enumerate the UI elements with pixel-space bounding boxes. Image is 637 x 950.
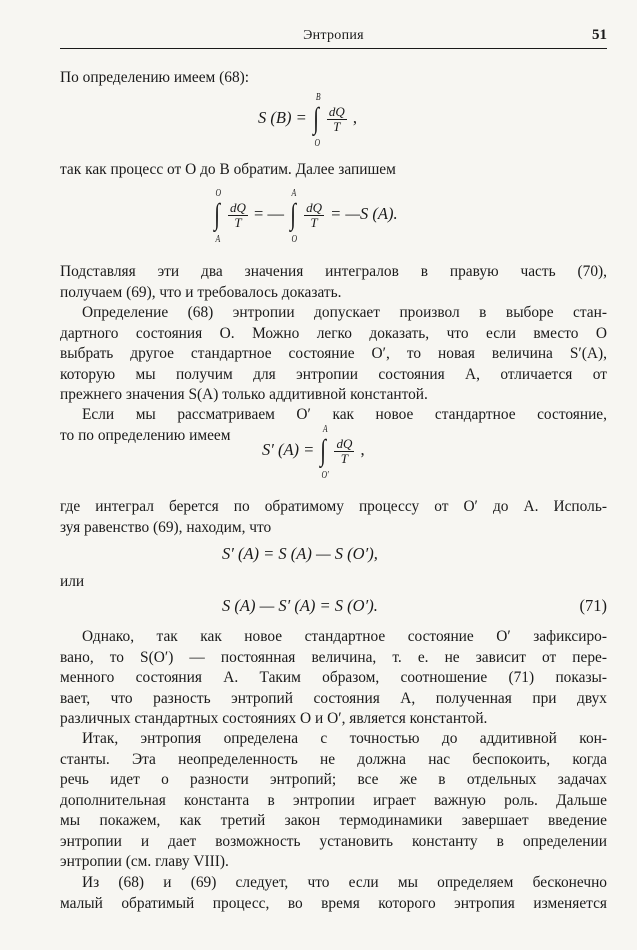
page-number: 51 xyxy=(592,27,607,43)
paragraph-line: дополнительная константа в энтропии играет важную роль. Дальше xyxy=(60,791,607,809)
paragraph-line: менного состояния A. Таким образом, соотношение (71) показы- xyxy=(60,669,607,686)
paragraph-line: речь идет о разности энтропий; все же в отдельных задачах xyxy=(60,771,607,788)
paragraph-line: которую мы получим для энтропии состояния A, отличается от xyxy=(60,365,607,383)
paragraph-line: выбрать другое стандартное состояние O′, то новая величина S′(A), xyxy=(60,345,607,362)
fraction-dq-t xyxy=(228,201,248,230)
paragraph-3 xyxy=(60,262,607,303)
formula-tail: , xyxy=(356,439,365,459)
integral-upper-limit: A xyxy=(323,423,329,435)
paragraph-line: мы покажем, как третий закон термодинамики завершает введение xyxy=(60,812,607,829)
integral-sign: ∫ A O xyxy=(290,187,298,245)
paragraph-line: энтропии и дает возможность установить константу в определении xyxy=(60,832,607,850)
paragraph-line: прежнего значения S(A) только аддитивной константой. xyxy=(60,386,428,403)
formula-lhs: S (B) = xyxy=(258,107,311,127)
formula-operator: = — xyxy=(249,203,289,223)
integral-lower-limit: O′ xyxy=(321,469,330,481)
paragraph-line: Подставляя эти два значения интегралов в правую часть (70), xyxy=(60,263,607,280)
fraction-dq-t xyxy=(334,437,354,466)
paragraph-1 xyxy=(60,68,607,89)
integral-sign: ∫ B O xyxy=(312,91,321,149)
paragraph-4 xyxy=(60,303,607,406)
paragraph-line: так как процесс от O до B обратим. Далее запишем xyxy=(60,161,396,178)
paragraph-10 xyxy=(60,873,607,914)
integral-upper-limit: A xyxy=(291,187,297,199)
paragraph-9 xyxy=(60,729,607,873)
formula-relation xyxy=(222,544,378,564)
paragraph-line: получаем (69), что и требовалось доказать. xyxy=(60,283,342,301)
running-head xyxy=(60,26,607,49)
paragraph-line: Если мы рассматриваем O′ как новое стандартное состояние, xyxy=(82,406,607,423)
fraction-dq-t xyxy=(327,105,347,134)
paragraph-8 xyxy=(60,627,607,730)
integral-lower-limit: O xyxy=(314,137,320,149)
formula-text: S′ (A) = S (A) — S (O′), xyxy=(222,544,378,563)
paragraph-line: Однако, так как новое стандартное состояние O′ зафиксиро- xyxy=(82,628,607,645)
fraction-numerator: dQ xyxy=(336,435,353,451)
fraction-dq-t xyxy=(304,201,324,230)
integral-lower-limit: A xyxy=(215,233,221,245)
paragraph-line: Определение (68) энтропии допускает произвол в выборе стан- xyxy=(82,304,607,321)
formula-integral-identity xyxy=(212,187,398,245)
fraction-numerator: dQ xyxy=(306,199,322,215)
paragraph-line: Из (68) и (69) следует, что если мы определяем бесконечно xyxy=(82,874,607,891)
formula-entropy-prime xyxy=(262,423,365,481)
integral-upper-limit: B xyxy=(315,91,321,103)
fraction-denominator: T xyxy=(310,214,318,230)
paragraph-line: где интеграл берется по обратимому процессу от O′ до A. Исполь- xyxy=(60,498,607,515)
paragraph-line: станты. Эта неопределенность не должна нас беспокоить, когда xyxy=(60,750,607,768)
integral-sign: ∫ O A xyxy=(214,187,222,245)
paragraph-line: Итак, энтропия определена с точностью до аддитивной кон- xyxy=(82,730,607,747)
formula-text: S (A) — S′ (A) = S (O′). xyxy=(222,596,378,615)
paragraph-line: или xyxy=(60,573,85,590)
fraction-denominator: T xyxy=(333,118,341,134)
paragraph-line: вано, то S(O′) — постоянная величина, т. е. не зависит от пере- xyxy=(60,648,607,666)
paragraph-line: дартного состояния O. Можно легко доказать, что если вместо O xyxy=(60,324,607,342)
paragraph-6 xyxy=(60,497,607,538)
fraction-numerator: dQ xyxy=(328,103,345,119)
paragraph-line: малый обратимый процесс, во время которого энтропия изменяется xyxy=(60,894,607,912)
running-head-title: Энтропия xyxy=(303,28,364,43)
paragraph-7 xyxy=(60,572,607,593)
formula-rhs: = —S (A). xyxy=(325,203,398,223)
paragraph-line: то по определению имеем xyxy=(60,426,231,444)
paragraph-line: вает, что разность энтропий состояния A, полученная при двух xyxy=(60,689,607,707)
paragraph-line: различных стандартных состояниях O и O′, является константой. xyxy=(60,710,488,727)
integral-upper-limit: O xyxy=(215,187,222,199)
paragraph-line: энтропии (см. главу VIII). xyxy=(60,853,229,870)
formula-lhs: S′ (A) = xyxy=(262,439,319,459)
formula-71 xyxy=(222,596,607,616)
paragraph-line: По определению имеем (68): xyxy=(60,69,250,86)
fraction-denominator: T xyxy=(340,450,348,466)
formula-tail: , xyxy=(348,107,357,127)
integral-sign: ∫ A O′ xyxy=(320,423,330,481)
paragraph-line: зуя равенство (69), находим, что xyxy=(60,518,272,536)
formula-entropy-b xyxy=(258,91,357,149)
fraction-numerator: dQ xyxy=(230,199,246,215)
integral-lower-limit: O xyxy=(291,233,298,245)
fraction-denominator: T xyxy=(234,214,242,230)
paragraph-2 xyxy=(60,160,607,181)
equation-number: (71) xyxy=(579,596,607,615)
